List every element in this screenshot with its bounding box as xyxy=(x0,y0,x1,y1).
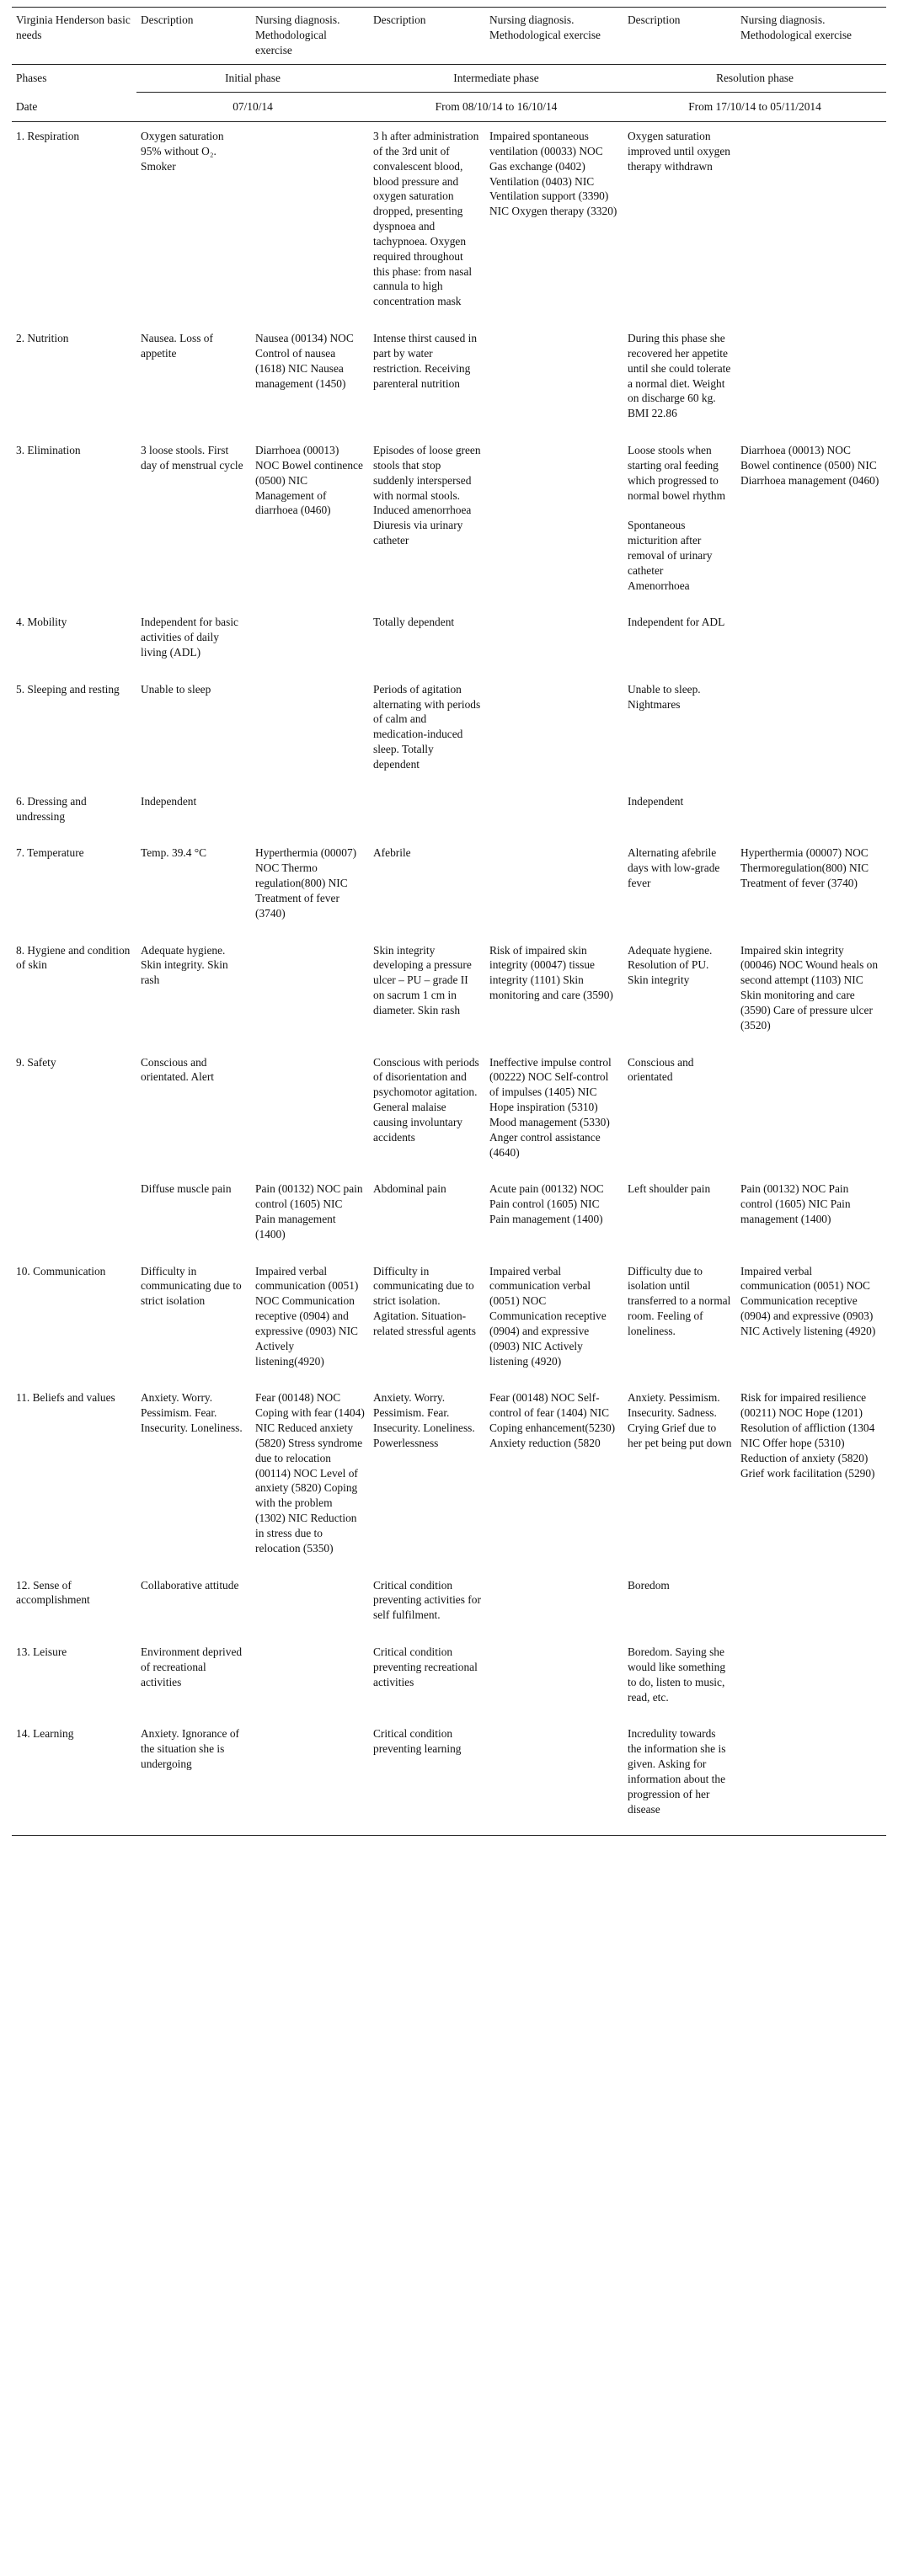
header-row-phases xyxy=(12,65,886,93)
initial-description-cell: Conscious and orientated. Alert xyxy=(141,1055,215,1084)
resolution-diagnosis-cell: Impaired skin integrity (00046) NOC Wound heals on second attempt (1103) NIC Skin monitoring and care (3590) Care of pressure ulcer (3520) xyxy=(740,943,879,1032)
intermediate-diagnosis-cell xyxy=(485,1641,623,1723)
resolution-description-cell: Difficulty due to isolation until transferred to a normal room. Feeling of loneliness. xyxy=(628,1264,731,1337)
initial-description-cell: Oxygen saturation 95% without O₂. Smoker xyxy=(136,122,251,328)
resolution-description-cell: During this phase she recovered her appetite until she could tolerate a normal diet. Weight on discharge 60 kg. BMI 22.86 xyxy=(628,332,731,420)
initial-diagnosis-cell: Impaired verbal communication (0051) NOC Communication receptive (0904) and expressive (0903) NIC Actively listening(4920) xyxy=(255,1264,359,1368)
initial-diagnosis-cell xyxy=(251,1723,369,1835)
need-cell: 4. Mobility xyxy=(16,616,67,629)
intermediate-diagnosis-cell xyxy=(485,1575,623,1641)
table-row xyxy=(12,791,886,843)
table-row xyxy=(12,940,886,1052)
initial-diagnosis-cell: Nausea (00134) NOC Control of nausea (1618) NIC Nausea management (1450) xyxy=(255,332,354,390)
intermediate-diagnosis-cell xyxy=(485,679,623,791)
need-cell: 3. Elimination xyxy=(16,444,81,457)
initial-description-cell: 3 loose stools. First day of menstrual cycle xyxy=(141,444,243,472)
resolution-description-cell: Boredom. Saying she would like something to do, listen to music, read, etc. xyxy=(628,1645,726,1704)
table-row xyxy=(12,679,886,791)
table-row xyxy=(12,1575,886,1641)
need-cell: 11. Beliefs and values xyxy=(16,1391,115,1405)
table-header xyxy=(12,8,886,122)
initial-description-cell: Independent xyxy=(141,794,197,808)
header-row-dates xyxy=(12,93,886,122)
header-initial-description: Description xyxy=(136,8,251,65)
initial-description-cell: Temp. 39.4 °C xyxy=(141,846,207,860)
initial-description-cell: Difficulty in communicating due to strict isolation xyxy=(141,1264,242,1308)
intermediate-diagnosis-cell: Ineffective impulse control (00222) NOC Self-control of impulses (1405) NIC Hope inspiration (5310) Mood management (5330) Anger control assistance (4640) xyxy=(489,1055,612,1159)
resolution-description-cell: Left shoulder pain xyxy=(628,1182,711,1196)
resolution-diagnosis-cell xyxy=(736,122,886,328)
resolution-diagnosis-cell: Hyperthermia (00007) NOC Thermoregulation(800) NIC Treatment of fever (3740) xyxy=(740,846,869,890)
need-cell: 9. Safety xyxy=(16,1055,56,1069)
resolution-diagnosis-cell xyxy=(736,1052,886,1179)
need-cell: 5. Sleeping and resting xyxy=(16,682,120,696)
table-body xyxy=(12,122,886,1836)
need-cell: 2. Nutrition xyxy=(16,332,69,345)
need-cell xyxy=(12,1178,136,1260)
intermediate-description-cell: Intense thirst caused in part by water restriction. Receiving parenteral nutrition xyxy=(373,332,478,390)
intermediate-description-cell: Critical condition preventing recreational activities xyxy=(373,1645,478,1688)
resolution-description-cell: Incredulity towards the information she is given. Asking for information about the progression of her disease xyxy=(623,1723,736,1835)
table-row xyxy=(12,1178,886,1260)
intermediate-description-cell: Critical condition preventing activities for self fulfilment. xyxy=(373,1578,481,1622)
resolution-description-cell: Loose stools when starting oral feeding which progressed to normal bowel rhythm Spontaneous micturition after removal of urinary catheter Amenorrhoea xyxy=(628,444,726,592)
header-initial-diagnosis: Nursing diagnosis. Methodological exercise xyxy=(251,8,369,65)
table-row xyxy=(12,611,886,678)
header-row-titles xyxy=(12,8,886,65)
table-row xyxy=(12,1387,886,1574)
need-cell: 13. Leisure xyxy=(16,1645,67,1659)
initial-diagnosis-cell xyxy=(251,611,369,678)
resolution-description-cell: Boredom xyxy=(628,1578,670,1592)
resolution-description-cell: Unable to sleep. Nightmares xyxy=(628,682,701,711)
initial-description-cell: Anxiety. Ignorance of the situation she is undergoing xyxy=(136,1723,251,1835)
initial-description-cell: Collaborative attitude xyxy=(141,1578,239,1592)
intermediate-description-cell: Critical condition preventing learning xyxy=(369,1723,485,1835)
intermediate-description-cell: Anxiety. Worry. Pessimism. Fear. Insecurity. Loneliness. Powerlessness xyxy=(373,1391,475,1449)
phase-resolution: Resolution phase xyxy=(623,65,886,93)
resolution-diagnosis-cell xyxy=(736,1641,886,1723)
resolution-description-cell: Anxiety. Pessimism. Insecurity. Sadness. Crying Grief due to her pet being put down xyxy=(628,1391,732,1449)
initial-description-cell: Independent for basic activities of daily living (ADL) xyxy=(141,616,239,659)
header-intermediate-diagnosis: Nursing diagnosis. Methodological exercise xyxy=(485,8,623,65)
header-needs: Virginia Henderson basic needs xyxy=(12,8,136,65)
intermediate-description-cell: Afebrile xyxy=(373,846,411,860)
intermediate-description-cell: Skin integrity developing a pressure ulcer – PU – grade II on sacrum 1 cm in diameter. Skin rash xyxy=(373,943,472,1016)
intermediate-diagnosis-cell: Fear (00148) NOC Self-control of fear (1404) NIC Coping enhancement(5230) Anxiety reduction (5820 xyxy=(489,1391,616,1449)
date-resolution: From 17/10/14 to 05/11/2014 xyxy=(688,100,821,114)
resolution-diagnosis-cell: Impaired verbal communication (0051) NOC Communication receptive (0904) and expressive (0903) NIC Actively listening (4920) xyxy=(740,1264,876,1337)
header-resolution-description: Description xyxy=(623,8,736,65)
resolution-diagnosis-cell xyxy=(736,1723,886,1835)
intermediate-description-cell: Episodes of loose green stools that stop suddenly interspersed with normal stools. Induced amenorrhoea Diuresis via urinary catheter xyxy=(373,444,481,547)
initial-diagnosis-cell xyxy=(251,1641,369,1723)
resolution-description-cell: Independent for ADL xyxy=(628,616,725,629)
initial-diagnosis-cell xyxy=(251,940,369,1052)
table-row xyxy=(12,1723,886,1835)
resolution-diagnosis-cell: Pain (00132) NOC Pain control (1605) NIC Pain management (1400) xyxy=(740,1182,851,1225)
phases-label: Phases xyxy=(12,65,136,93)
need-cell: 12. Sense of accomplishment xyxy=(16,1578,90,1607)
header-resolution-diagnosis: Nursing diagnosis. Methodological exercise xyxy=(736,8,886,65)
initial-description-cell: Unable to sleep xyxy=(141,682,211,696)
initial-diagnosis-cell: Fear (00148) NOC Coping with fear (1404) NIC Reduced anxiety (5820) Stress syndrome due to relocation (00114) NOC Level of anxiety (5820) Coping with the problem (1302) NIC Reduction in stress due to relocation (5350) xyxy=(255,1391,365,1555)
need-cell: 7. Temperature xyxy=(16,846,84,860)
need-cell: 10. Communication xyxy=(16,1264,106,1277)
initial-description-cell: Adequate hygiene. Skin integrity. Skin rash xyxy=(141,943,228,987)
initial-diagnosis-cell: Pain (00132) NOC pain control (1605) NIC Pain management (1400) xyxy=(255,1182,363,1240)
resolution-diagnosis-cell xyxy=(736,328,886,440)
need-cell: 8. Hygiene and condition of skin xyxy=(16,943,131,972)
resolution-diagnosis-cell xyxy=(736,1575,886,1641)
initial-diagnosis-cell xyxy=(251,679,369,791)
intermediate-diagnosis-cell xyxy=(485,611,623,678)
table-row xyxy=(12,1052,886,1179)
table-row xyxy=(12,1261,886,1388)
intermediate-description-cell xyxy=(369,791,485,843)
intermediate-diagnosis-cell: Risk of impaired skin integrity (00047) tissue integrity (1101) Skin monitoring and care (3590) xyxy=(489,943,613,1002)
initial-diagnosis-cell xyxy=(251,1575,369,1641)
initial-diagnosis-cell xyxy=(251,791,369,843)
intermediate-description-cell: Difficulty in communicating due to strict isolation. Agitation. Situation-related stressful agents xyxy=(373,1264,476,1337)
intermediate-description-cell: Totally dependent xyxy=(373,616,455,629)
intermediate-diagnosis-cell: Acute pain (00132) NOC Pain control (1605) NIC Pain management (1400) xyxy=(489,1182,604,1225)
resolution-description-cell: Alternating afebrile days with low-grade fever xyxy=(628,846,720,890)
table-row xyxy=(12,842,886,939)
resolution-description-cell: Independent xyxy=(628,794,684,808)
initial-description-cell: Anxiety. Worry. Pessimism. Fear. Insecurity. Loneliness. xyxy=(141,1391,243,1435)
intermediate-diagnosis-cell xyxy=(485,328,623,440)
resolution-diagnosis-cell xyxy=(736,679,886,791)
intermediate-diagnosis-cell: Impaired spontaneous ventilation (00033) NOC Gas exchange (0402) Ventilation (0403) NIC Ventilation support (3390) NIC Oxygen therapy (3320) xyxy=(485,122,623,328)
resolution-description-cell: Conscious and orientated xyxy=(628,1055,694,1084)
table-row xyxy=(12,328,886,440)
initial-description-cell: Diffuse muscle pain xyxy=(141,1182,232,1196)
date-intermediate: From 08/10/14 to 16/10/14 xyxy=(435,100,558,114)
care-plan-table xyxy=(12,7,886,1836)
initial-description-cell: Nausea. Loss of appetite xyxy=(141,332,213,360)
intermediate-description-cell: 3 h after administration of the 3rd unit of convalescent blood, blood pressure and oxygen saturation dropped, presenting dyspnoea and tachypnoea. Oxygen required throughout this phase: from nasal cannula to high concentration mask xyxy=(369,122,485,328)
intermediate-diagnosis-cell xyxy=(485,1723,623,1835)
resolution-description-cell: Adequate hygiene. Resolution of PU. Skin integrity xyxy=(628,943,713,987)
table-row xyxy=(12,1641,886,1723)
intermediate-description-cell: Abdominal pain xyxy=(373,1182,446,1196)
resolution-diagnosis-cell xyxy=(736,791,886,843)
need-cell: 1. Respiration xyxy=(12,122,136,328)
intermediate-description-cell: Conscious with periods of disorientation and psychomotor agitation. General malaise causing involuntary accidents xyxy=(373,1055,479,1144)
intermediate-diagnosis-cell: Impaired verbal communication verbal (0051) NOC Communication receptive (0904) and expressive (0903) NIC Actively listening (4920) xyxy=(489,1264,607,1368)
phase-intermediate: Intermediate phase xyxy=(369,65,623,93)
resolution-diagnosis-cell: Diarrhoea (00013) NOC Bowel continence (0500) NIC Diarrhoea management (0460) xyxy=(740,444,879,487)
phase-initial: Initial phase xyxy=(136,65,369,93)
initial-diagnosis-cell: Diarrhoea (00013) NOC Bowel continence (0500) NIC Management of diarrhoea (0460) xyxy=(255,444,363,517)
need-cell: 14. Learning xyxy=(12,1723,136,1835)
resolution-description-cell: Oxygen saturation improved until oxygen therapy withdrawn xyxy=(623,122,736,328)
resolution-diagnosis-cell xyxy=(736,611,886,678)
date-label: Date xyxy=(16,99,38,113)
initial-diagnosis-cell xyxy=(251,122,369,328)
intermediate-description-cell: Periods of agitation alternating with periods of calm and medication-induced sleep. Totally dependent xyxy=(373,682,481,771)
intermediate-diagnosis-cell xyxy=(485,440,623,611)
resolution-diagnosis-cell: Risk for impaired resilience (00211) NOC Hope (1201) Resolution of affliction (1304 NIC Offer hope (5310) Reduction of anxiety (5820) Grief work facilitation (5290) xyxy=(740,1391,875,1480)
header-intermediate-description: Description xyxy=(369,8,485,65)
date-initial: 07/10/14 xyxy=(233,100,273,114)
table-row xyxy=(12,122,886,328)
table-row xyxy=(12,440,886,611)
intermediate-diagnosis-cell xyxy=(485,842,623,939)
initial-diagnosis-cell: Hyperthermia (00007) NOC Thermo regulation(800) NIC Treatment of fever (3740) xyxy=(255,846,357,920)
need-cell: 6. Dressing and undressing xyxy=(16,794,87,823)
initial-diagnosis-cell xyxy=(251,1052,369,1179)
intermediate-diagnosis-cell xyxy=(485,791,623,843)
initial-description-cell: Environment deprived of recreational activities xyxy=(141,1645,243,1688)
